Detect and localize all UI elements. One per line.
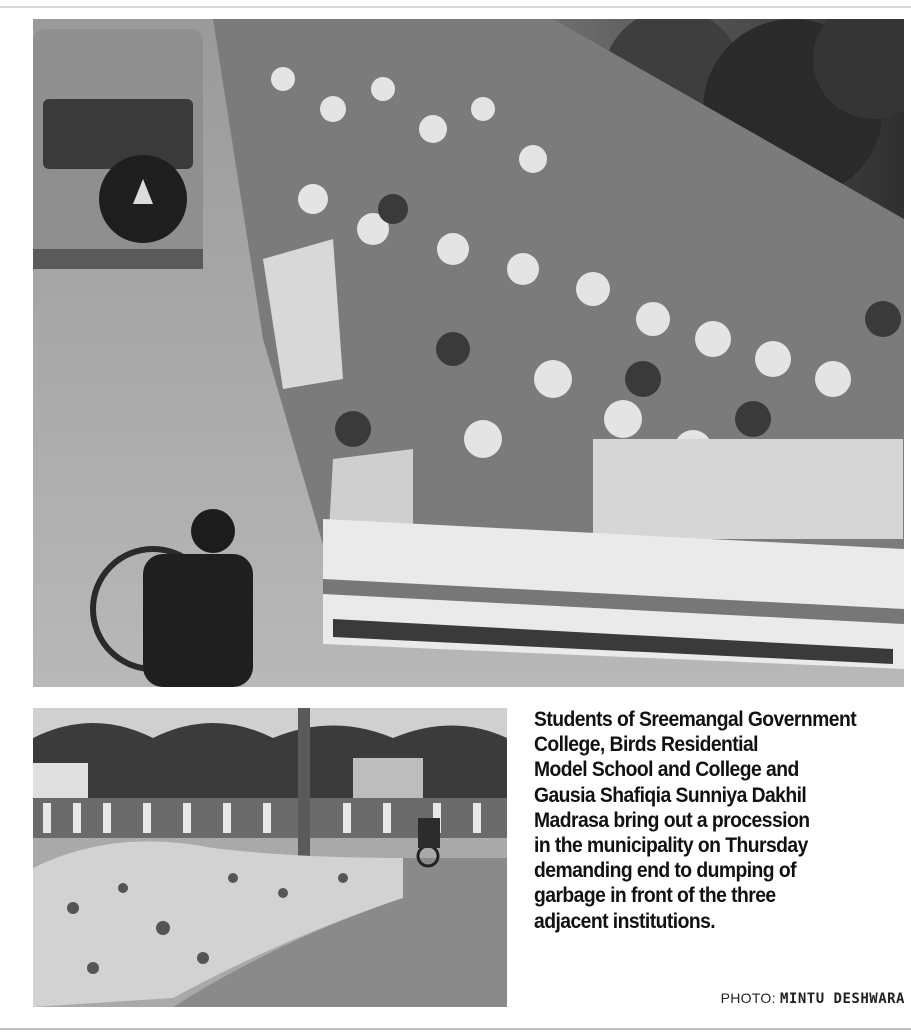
caption-line: adjacent institutions. (534, 909, 716, 933)
procession-photo (33, 19, 904, 687)
caption-line: Gausia Shafiqia Sunniya Dakhil (534, 783, 807, 807)
caption-line: garbage in front of the three (534, 884, 776, 908)
photographer-name: MINTU DESHWARA (779, 991, 905, 1007)
photo-credit (721, 990, 905, 1007)
garbage-dump-photo (33, 708, 507, 1007)
bottom-divider (0, 1028, 911, 1030)
caption-line: Model School and College and (534, 758, 799, 782)
photo-caption (534, 707, 876, 934)
caption-line: demanding end to dumping of (534, 859, 796, 883)
caption-line: Students of Sreemangal Government (534, 708, 857, 731)
caption-line: College, Birds Residential (534, 733, 758, 757)
top-divider (0, 6, 911, 8)
garbage-dump-photo-illustration (33, 708, 507, 1007)
caption-line: in the municipality on Thursday (534, 834, 808, 858)
procession-photo-illustration (33, 19, 904, 687)
photo-credit-prefix: PHOTO: (720, 990, 780, 1006)
caption-line: Madrasa bring out a procession (534, 808, 810, 832)
